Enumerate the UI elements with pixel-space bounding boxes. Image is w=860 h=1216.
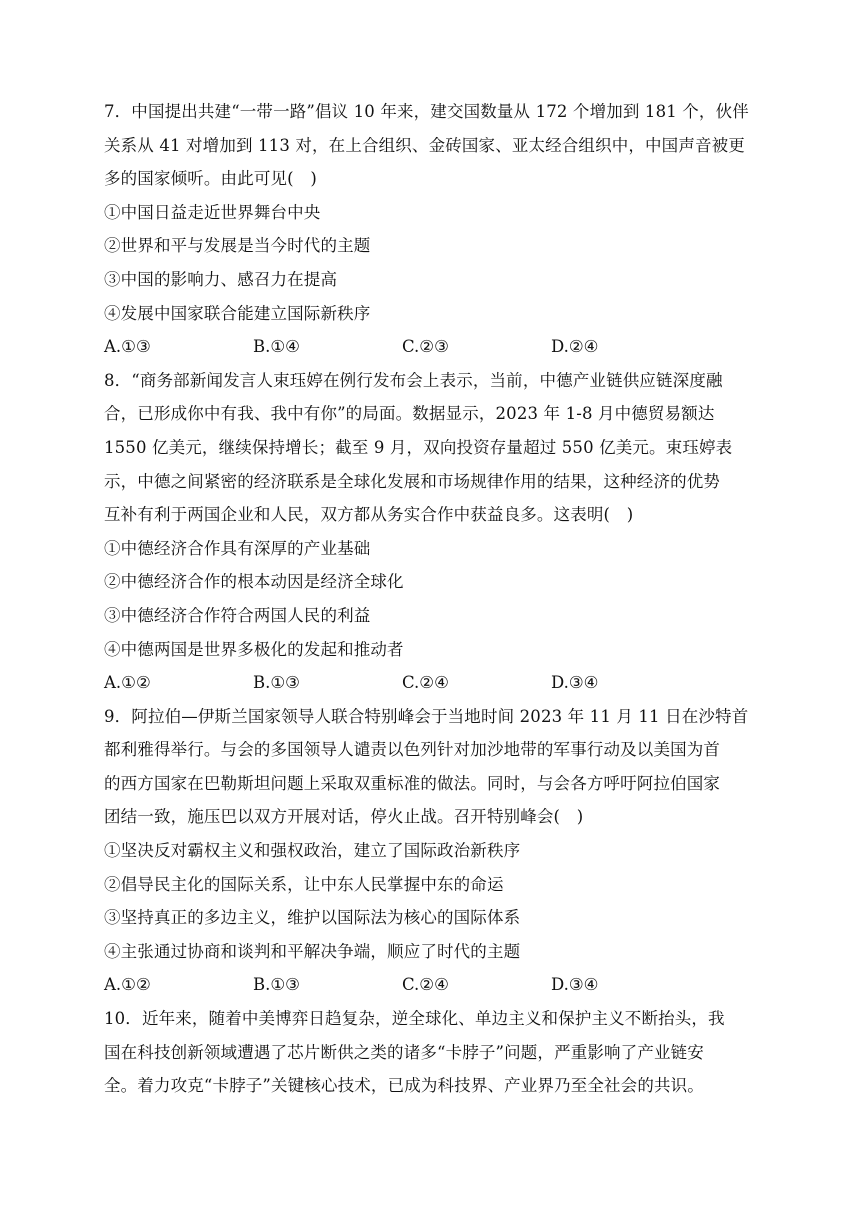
question-stem-line: 都利雅得举行。与会的多国领导人谴责以色列针对加沙地带的军事行动及以美国为首 <box>104 740 721 760</box>
question-8 <box>104 364 769 700</box>
question-stem-line: 示，中德之间紧密的经济联系是全球化发展和市场规律作用的结果，这种经济的优势 <box>104 471 721 491</box>
option-c: C.②④ <box>402 673 449 693</box>
option-b: B.①④ <box>253 337 300 357</box>
statement-item: ②世界和平与发展是当今时代的主题 <box>104 236 371 256</box>
question-stem-line: 国在科技创新领域遭遇了芯片断供之类的诸多“卡脖子”问题，严重影响了产业链安 <box>104 1042 704 1062</box>
question-stem-line: 关系从 41 对增加到 113 对，在上合组织、金砖国家、亚太经合组织中，中国声音被更 <box>104 135 745 155</box>
answer-options <box>104 330 769 364</box>
question-9 <box>104 700 769 1002</box>
option-d: D.③④ <box>551 975 599 995</box>
question-stem-line: 9．阿拉伯—伊斯兰国家领导人联合特别峰会于当地时间 2023 年 11 月 11 日在沙特首 <box>104 706 749 726</box>
option-d: D.②④ <box>551 337 599 357</box>
question-stem-line: 多的国家倾听。由此可见( ) <box>104 169 317 189</box>
question-stem-line: 的西方国家在巴勒斯坦问题上采取双重标准的做法。同时，与会各方呼吁阿拉伯国家 <box>104 773 721 793</box>
statement-item: ④中德两国是世界多极化的发起和推动者 <box>104 639 404 659</box>
option-c: C.②③ <box>402 337 449 357</box>
statement-item: ②倡导民主化的国际关系，让中东人民掌握中东的命运 <box>104 874 504 894</box>
statement-item: ④主张通过协商和谈判和平解决争端，顺应了时代的主题 <box>104 941 521 961</box>
option-d: D.③④ <box>551 673 599 693</box>
option-a: A.①② <box>104 673 151 693</box>
question-stem-line: 合，已形成你中有我、我中有你”的局面。数据显示，2023 年 1-8 月中德贸易额达 <box>104 404 715 424</box>
document-page <box>104 95 769 1103</box>
answer-options <box>104 968 769 1002</box>
question-7 <box>104 95 769 364</box>
option-c: C.②④ <box>402 975 449 995</box>
statement-item: ②中德经济合作的根本动因是经济全球化 <box>104 572 404 592</box>
statement-item: ①中国日益走近世界舞台中央 <box>104 202 321 222</box>
question-stem-line: 1550 亿美元，继续保持增长；截至 9 月，双向投资存量超过 550 亿美元。束珏婷表 <box>104 437 733 457</box>
question-stem-line: 全。着力攻克“卡脖子”关键核心技术，已成为科技界、产业界乃至全社会的共识。 <box>104 1076 704 1096</box>
question-stem-line: 10．近年来，随着中美博弈日趋复杂，逆全球化、单边主义和保护主义不断抬头，我 <box>104 1009 725 1029</box>
question-stem-line: 团结一致，施压巴以双方开展对话，停火止战。召开特别峰会( ) <box>104 807 584 827</box>
option-b: B.①③ <box>253 975 300 995</box>
statement-item: ③中德经济合作符合两国人民的利益 <box>104 605 371 625</box>
option-a: A.①② <box>104 975 151 995</box>
statement-item: ③中国的影响力、感召力在提高 <box>104 269 338 289</box>
option-b: B.①③ <box>253 673 300 693</box>
question-10 <box>104 1002 769 1103</box>
question-stem-line: 互补有利于两国企业和人民，双方都从务实合作中获益良多。这表明( ) <box>104 505 634 525</box>
statement-item: ③坚持真正的多边主义，维护以国际法为核心的国际体系 <box>104 908 521 928</box>
statement-item: ①坚决反对霸权主义和强权政治，建立了国际政治新秩序 <box>104 841 521 861</box>
question-stem-line: 8．“商务部新闻发言人束珏婷在例行发布会上表示，当前，中德产业链供应链深度融 <box>104 370 723 390</box>
answer-options <box>104 666 769 700</box>
question-stem-line: 7．中国提出共建“一带一路”倡议 10 年来，建交国数量从 172 个增加到 181 个，伙伴 <box>104 102 749 121</box>
option-a: A.①③ <box>104 337 151 357</box>
statement-item: ①中德经济合作具有深厚的产业基础 <box>104 538 371 558</box>
statement-item: ④发展中国家联合能建立国际新秩序 <box>104 303 371 323</box>
